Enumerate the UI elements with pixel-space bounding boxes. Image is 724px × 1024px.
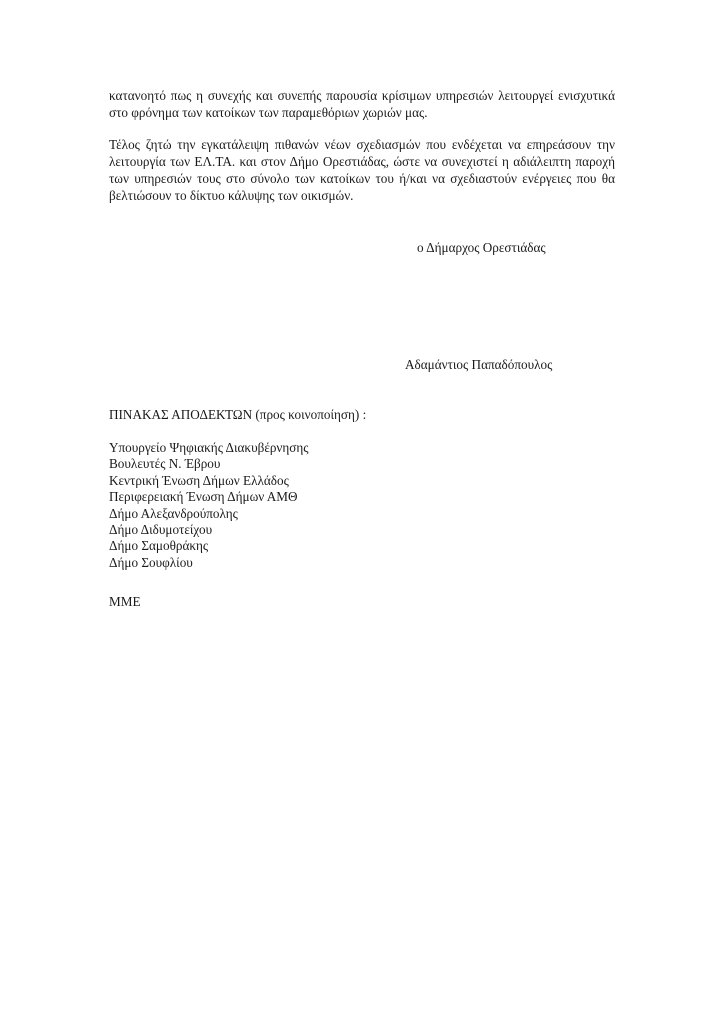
recipients-list: [109, 440, 309, 571]
recipient-item: Δήμο Διδυμοτείχου: [109, 522, 213, 538]
recipients-heading: ΠΙΝΑΚΑΣ ΑΠΟΔΕΚΤΩΝ (προς κοινοποίηση) :: [109, 407, 367, 422]
recipient-item: Υπουργείο Ψηφιακής Διακυβέρνησης: [109, 440, 309, 455]
recipient-item: Δήμο Σουφλίου: [109, 554, 193, 570]
recipient-item: Κεντρική Ένωση Δήμων Ελλάδος: [109, 472, 289, 488]
body-paragraph-1: κατανοητό πως η συνεχής και συνεπής παρουσία κρίσιμων υπηρεσιών λειτουργεί ενισχυτικά στο φρόνημα των κατοίκων των παραμεθόριων χωριών μας.: [109, 88, 615, 120]
recipient-item: Δήμο Αλεξανδρούπολης: [109, 505, 238, 521]
signer-title: ο Δήμαρχος Ορεστιάδας: [417, 240, 546, 255]
recipient-item: Δήμο Σαμοθράκης: [109, 538, 209, 554]
recipient-item: Περιφερειακή Ένωση Δήμων ΑΜΘ: [109, 489, 298, 505]
signer-name: Αδαμάντιος Παπαδόπουλος: [405, 357, 553, 372]
recipient-item: Βουλευτές Ν. Έβρου: [109, 456, 221, 472]
body-paragraph-2: Τέλος ζητώ την εγκατάλειψη πιθανών νέων σχεδιασμών που ενδέχεται να επηρεάσουν την λειτουργία των ΕΛ.ΤΑ. και στον Δήμο Ορεστιάδας, ώστε να συνεχιστεί η αδιάλειπτη παροχή των υπηρεσιών τους στο σύνολο των κατοίκων του ή/και να σχεδιαστούν ενέργειες που θα βελτιώσουν το δίκτυο κάλυψης των οικισμών.: [109, 137, 615, 203]
media-recipient: ΜΜΕ: [109, 594, 141, 609]
